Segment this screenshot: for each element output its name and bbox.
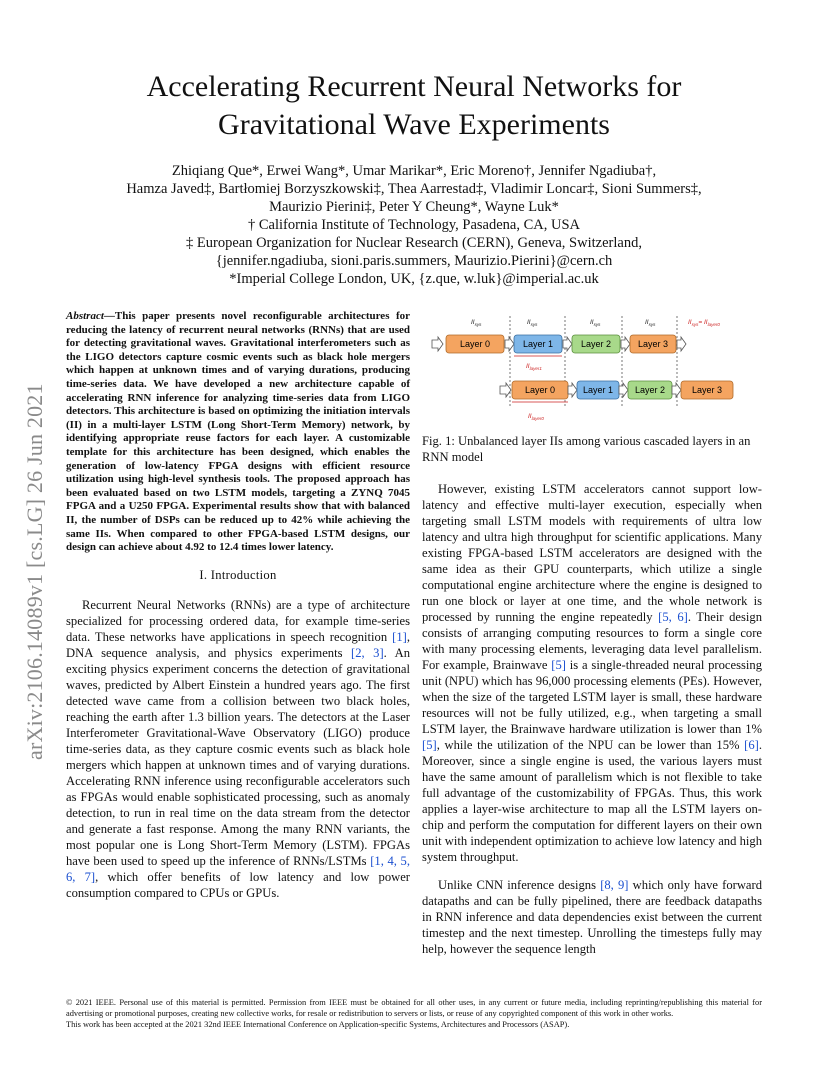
ii-sys-label: $II_{sys}$ (590, 319, 601, 327)
text-run: , which offer benefits of low latency and low power consumption compared to CPUs or GPUs. (66, 869, 411, 900)
citation-link[interactable]: [2, 3] (351, 645, 384, 660)
abstract-text: —This paper presents novel reconfigurable architectures for reducing the latency of recurrent neural networks (RNNs) that are used for detecting gravitational waves. Gravitational interferometers such as the LIGO detectors capture cosmic events such as black hole mergers which happen at unknown times and of varying durations, producing time-series data. We have developed a new architecture capable of accelerating RNN inference for analyzing time-series data from LIGO detectors. This architecture is based on optimizing the initiation intervals (II) in a multi-layer LSTM (Long Short-Term Memory) network, by identifying appropriate reuse factors for each layer. A customizable template for this architecture has been designed, which enables the generation of low-latency FPGA designs with efficient resource utilization using high-level synthesis tools. The proposed approach has been evaluated based on two LSTM models, targeting a ZYNQ 7045 FPGA and a U250 FPGA. Experimental results show that with balanced II, the number of DSPs can be reduced up to 42% while achieving the same IIs. When compared to other FPGA-based LSTM designs, our design can achieve about 4.92 to 12.4 times lower latency. (66, 310, 410, 554)
section-heading-introduction: I. Introduction (199, 567, 277, 582)
citation-link[interactable]: [5, 6] (658, 610, 688, 624)
text-run: . Their design consists of arranging computing resources to form a single core with many processing elements, leveraging data level parallelism. For example, Brainwave (422, 610, 763, 672)
row1-layer0-label: Layer 0 (459, 339, 491, 349)
ii-sys-equals-ii-layer0-label: $II_{sys}= II_{layer0}$ (688, 319, 720, 327)
row2-layer3-label: Layer 3 (691, 385, 723, 395)
citation-link[interactable]: [5] (551, 658, 566, 672)
abstract-label: Abstract (66, 310, 104, 322)
email-line: {jennifer.ngadiuba, sioni.paris.summers, Maurizio.Pierini}@cern.ch (215, 253, 613, 269)
citation-link[interactable]: [8, 9] (600, 878, 629, 892)
flow-arrow-icon (568, 383, 577, 397)
ii-layer0-label: $II_{layer0}$ (528, 413, 544, 421)
flow-arrow-icon (563, 337, 572, 351)
author-line: Hamza Javed‡, Bartłomiej Borzyszkowski‡, Thea Aarrestad‡, Vladimir Loncar‡, Sioni Summers‡, (126, 181, 702, 197)
copyright-notice: © 2021 IEEE. Personal use of this material is permitted. Permission from IEEE must be obtained for all other uses, in any current or future media, including reprinting/republishing this material for advertising or promotional purposes, creating new collective works, for resale or redistribution to servers or lists, or reuse of any copyrighted component of this work in other works. (66, 998, 762, 1018)
row1-layer3-label: Layer 3 (637, 339, 669, 349)
text-run: Recurrent Neural Networks (RNNs) are a type of architecture specialized for processing ordered data, for example time-series data. These networks have applications in speech recognition (66, 597, 410, 644)
citation-link[interactable]: [5] (422, 738, 437, 752)
row2-layer0-label: Layer 0 (524, 385, 556, 395)
author-block (90, 162, 738, 288)
ii-sys-label: $II_{sys}$ (527, 319, 538, 327)
text-run: Unlike CNN inference designs (438, 878, 601, 892)
text-run: , DNA sequence analysis, and physics experiments (66, 629, 410, 660)
ii-sys-label: $II_{sys}$ (471, 319, 482, 327)
ii-layer1-label: $II_{layer1}$ (526, 363, 542, 371)
figure-1 (426, 312, 762, 432)
flow-arrow-icon (505, 337, 514, 351)
ii-sys-label: $II_{sys}$ (645, 319, 656, 327)
title-line-2: Gravitational Wave Experiments (218, 108, 610, 141)
text-run: which only have forward datapaths and can be fully pipelined, there are feedback datapaths in RNN inference and data dependencies exist between the current timestep and the next timestep. Unrolling the timesteps fully may help, however the sequence length (422, 878, 762, 956)
paper-title (80, 68, 748, 144)
left-column (66, 310, 410, 913)
text-run: However, existing LSTM accelerators cannot support low-latency and effective multi-layer execution, especially when targeting small LSTM models with requirements of ultra low latency and ultra high throughput for scientific applications. Many existing FPGA-based LSTM accelerators are designed with the same idea as their GPU counterparts, which utilize a single computational engine architecture where the engine is designed to run one block or layer at one time, and the whole network is processed by running the engine repeatedly (422, 482, 762, 624)
author-line: Maurizio Pierini‡, Peter Y Cheung*, Wayne Luk* (269, 199, 559, 215)
copyright-footer (66, 997, 762, 1030)
text-run: , while the utilization of the NPU can be lower than 15% (436, 738, 745, 752)
arxiv-watermark: arXiv:2106.14089v1 [cs.LG] 26 Jun 2021 (22, 383, 47, 760)
citation-link[interactable]: [1] (392, 629, 407, 644)
affiliation-line: *Imperial College London, UK, {z.que, w.luk}@imperial.ac.uk (229, 271, 599, 287)
body-paragraph (422, 481, 762, 865)
citation-link[interactable]: [6] (744, 738, 759, 752)
row2-layer1-label: Layer 1 (582, 385, 614, 395)
input-arrow-icon (432, 337, 443, 351)
acceptance-notice: This work has been accepted at the 2021 32nd IEEE International Conference on Application-specific Systems, Architectures and Processors (ASAP). (66, 1020, 570, 1029)
text-run: is a single-threaded neural processing unit (NPU) which has 96,000 processing elements (PEs). However, when the size of the targeted LSTM layer is small, these hardware resources will not be fully utilized, e.g., when targeting a small LSTM layer, the Brainwave hardware utilization is lower than 1% (422, 658, 762, 736)
citation-link[interactable]: [1, 4, 5, 6, 7] (66, 853, 410, 884)
title-line-1: Accelerating Recurrent Neural Networks for (146, 70, 682, 103)
intro-paragraph (66, 597, 410, 901)
right-column (422, 433, 762, 969)
author-line: Zhiqiang Que*, Erwei Wang*, Umar Marikar*, Eric Moreno†, Jennifer Ngadiuba†, (171, 163, 657, 179)
row1-layer1-label: Layer 1 (522, 339, 554, 349)
row1-layer2-label: Layer 2 (580, 339, 612, 349)
output-arrow-icon (677, 337, 686, 351)
flow-arrow-icon (619, 383, 628, 397)
input-arrow-icon (500, 383, 511, 397)
text-run: . Moreover, since a single engine is used, the various layers must have the same amount of parallelism which is not flexible to take full advantage of the customizability of FPGAs. Thus, this work applies a layer-wise architecture to map all the LSTM layers on-chip and perform the computation for different layers on their own unit with independent optimization to achieve low latency and high system throughput. (422, 738, 762, 864)
body-paragraph (422, 877, 762, 957)
row2-layer2-label: Layer 2 (634, 385, 666, 395)
layer-ii-diagram (426, 312, 762, 432)
text-run: . An exciting physics experiment concerns the detection of gravitational waves, predicted by Albert Einstein a hundred years ago. The first detected wave came from a collision between two black holes, reaching the earth after 1.3 billion years. The detectors at the Laser Interferometer Gravitational-Wave Observatory (LIGO) produce time-series data, as they capture cosmic events such as black hole mergers which happen at unknown times and of varying durations. Accelerating RNN inference using reconfigurable accelerators such as FPGAs would enable sophisticated processing, such as anomaly detection, to run in real time on the data stream from the detector and generate a fast response. Among the many RNN variants, the most popular one is Long Short-Term Memory (LSTM). FPGAs have been used to speed up the inference of RNNs/LSTMs (66, 645, 410, 868)
abstract (66, 310, 410, 555)
affiliation-line: † California Institute of Technology, Pasadena, CA, USA (247, 217, 581, 233)
affiliation-line: ‡ European Organization for Nuclear Research (CERN), Geneva, Switzerland, (186, 235, 642, 251)
flow-arrow-icon (672, 383, 681, 397)
figure-1-caption: Fig. 1: Unbalanced layer IIs among various cascaded layers in an RNN model (422, 434, 751, 464)
